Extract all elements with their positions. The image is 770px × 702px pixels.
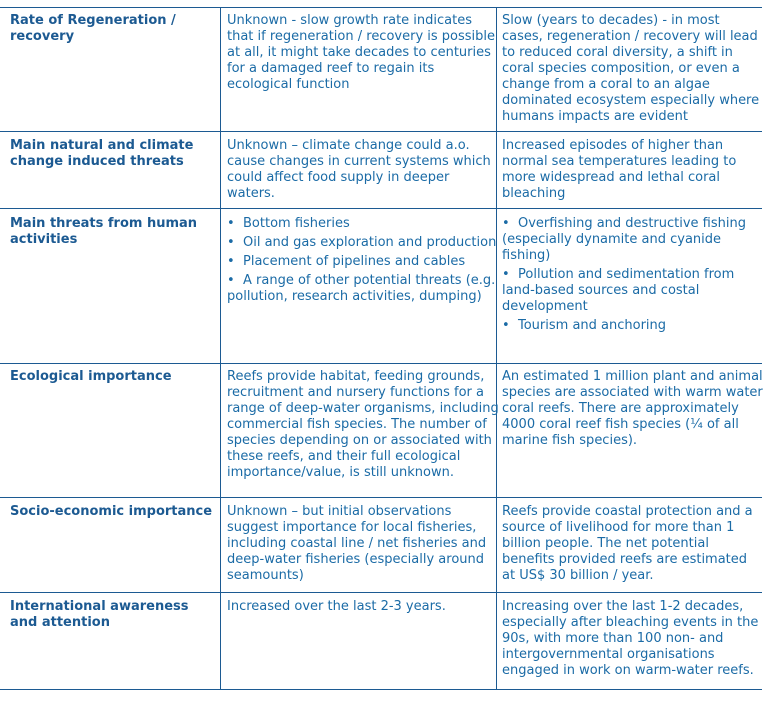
row-divider <box>0 208 762 209</box>
list-item: • Placement of pipelines and cables <box>227 254 466 269</box>
row-heading: Socio-economic importance <box>10 504 213 519</box>
warm-water-cell: An estimated 1 million plant and animal species are associated with warm water coral reefs. There are approximately 4000 coral reef fish species (¼ of all marine fish species). <box>502 369 763 448</box>
warm-water-cell: Increased episodes of higher than normal sea temperatures leading to more widespread and lethal coral bleaching <box>502 138 737 201</box>
row-heading: Main natural and climate change induced threats <box>10 138 194 169</box>
row-divider <box>0 131 762 132</box>
list-item: • Bottom fisheries <box>227 216 350 231</box>
bullet-list <box>227 216 499 305</box>
row-divider <box>0 7 762 8</box>
list-item: • Tourism and anchoring <box>502 318 667 333</box>
row-divider <box>0 363 762 364</box>
bullet-list <box>502 216 764 334</box>
deep-water-cell: Reefs provide habitat, feeding grounds, recruitment and nursery functions for a range of deep-water organisms, including commercial fish species. The number of species depending on or associated with these reefs, and their full ecological importance/value, is still unknown. <box>227 369 499 480</box>
row-heading: International awareness and attention <box>10 599 189 630</box>
bullet-icon: • <box>227 216 235 231</box>
bullet-icon: • <box>227 235 235 250</box>
deep-water-cell: Unknown – climate change could a.o. cause changes in current systems which could affect food supply in deeper waters. <box>227 138 491 201</box>
warm-water-cell: Reefs provide coastal protection and a source of livelihood for more than 1 billion people. The net potential benefits provided reefs are estimated at US$ 30 billion / year. <box>502 504 753 583</box>
warm-water-cell <box>502 216 764 337</box>
row-divider <box>0 497 762 498</box>
deep-water-cell: Unknown – but initial observations suggest importance for local fisheries, including coastal line / net fisheries and deep-water fisheries (especially around seamounts) <box>227 504 487 583</box>
row-divider <box>0 689 762 690</box>
bullet-icon: • <box>227 273 235 288</box>
bullet-icon: • <box>502 267 510 282</box>
bullet-icon: • <box>502 216 510 231</box>
column-divider <box>220 8 221 689</box>
row-divider <box>0 592 762 593</box>
bullet-icon: • <box>227 254 235 269</box>
row-heading: Main threats from human activities <box>10 216 198 247</box>
bullet-icon: • <box>502 318 510 333</box>
list-item: • Overfishing and destructive fishing (especially dynamite and cyanide fishing) <box>502 216 746 263</box>
deep-water-cell <box>227 216 499 308</box>
column-divider <box>496 8 497 689</box>
deep-water-cell: Unknown - slow growth rate indicates that if regeneration / recovery is possible at all, it might take decades to centuries for a damaged reef to regain its ecological function <box>227 13 496 92</box>
warm-water-cell: Increasing over the last 1-2 decades, especially after bleaching events in the 90s, with more than 100 non- and intergovernmental organisations engaged in work on warm-water reefs. <box>502 599 759 678</box>
deep-water-cell: Increased over the last 2-3 years. <box>227 599 446 614</box>
row-heading: Rate of Regeneration / recovery <box>10 13 176 44</box>
list-item: • Oil and gas exploration and production <box>227 235 497 250</box>
list-item: • A range of other potential threats (e.g. pollution, research activities, dumping) <box>227 273 496 304</box>
list-item: • Pollution and sedimentation from land-based sources and costal development <box>502 267 735 314</box>
warm-water-cell: Slow (years to decades) - in most cases, regeneration / recovery will lead to reduced coral diversity, a shift in coral species composition, or even a change from a coral to an algae dominated ecosystem especially where humans impacts are evident <box>502 13 760 124</box>
row-heading: Ecological importance <box>10 369 172 384</box>
